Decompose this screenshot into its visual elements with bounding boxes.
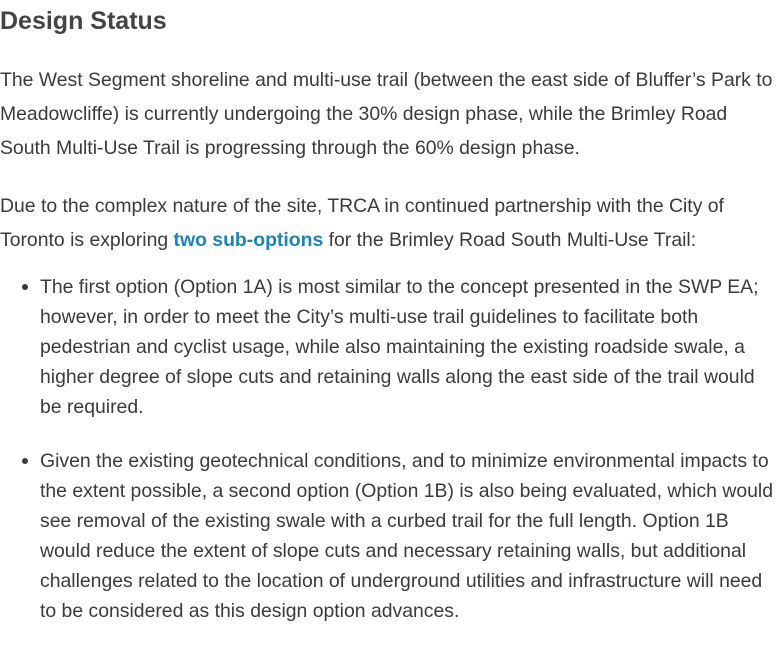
two-sub-options-link[interactable]: two sub-options bbox=[173, 229, 324, 251]
list-item-text: Given the existing geotechnical conditions, and to minimize environmental impacts to the extent possible, a second option (Option 1B) is also being evaluated, which would see removal of the existing swale with a curbed trail for the full length. Option 1B would reduce the extent of slope cuts and necessary retaining walls, but additional challenges related to the location of underground utilities and infrastructure will need to be considered as this design option advances. bbox=[40, 450, 773, 622]
section-heading: Design Status bbox=[0, 7, 167, 35]
options-intro-paragraph bbox=[0, 189, 777, 257]
options-list bbox=[0, 272, 777, 626]
status-paragraph: The West Segment shoreline and multi-use trail (between the east side of Bluffer’s Park to Meadowcliffe) is currently undergoing the 30% design phase, while the Brimley Road South Multi-Use Trail is progressing through the 60% design phase. bbox=[0, 69, 773, 159]
list-item-text: The first option (Option 1A) is most similar to the concept presented in the SWP EA; however, in order to meet the City’s multi-use trail guidelines to facilitate both pedestrian and cyclist usage, while also maintaining the existing roadside swale, a higher degree of slope cuts and retaining walls along the east side of the trail would be required. bbox=[40, 276, 759, 418]
bullet-icon bbox=[22, 284, 28, 290]
list-item-option-1b bbox=[40, 446, 777, 626]
intro-text-before-link: Due to the complex nature of the site, TRCA in continued partnership with the City of Toronto is exploring bbox=[0, 195, 724, 251]
bullet-icon bbox=[22, 458, 28, 464]
list-item-option-1a bbox=[40, 272, 777, 422]
intro-text-after-link: for the Brimley Road South Multi-Use Trail: bbox=[323, 229, 697, 251]
